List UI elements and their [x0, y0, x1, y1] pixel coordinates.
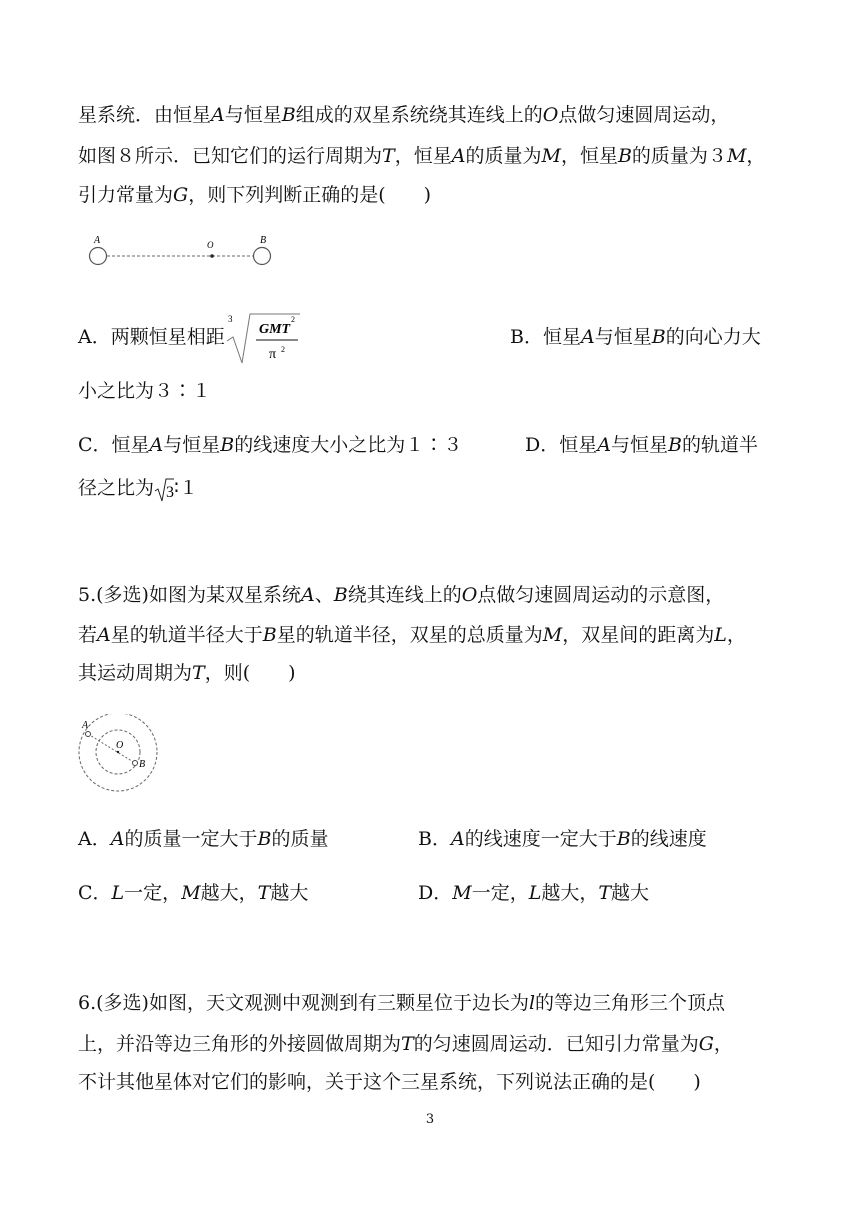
- center-o-small: [117, 751, 119, 753]
- svg-text:3: 3: [228, 314, 233, 324]
- q6-line-2: 上，并沿等边三角形的外接圆做周期为T的匀速圆周运动．已知引力常量为G，: [78, 1033, 733, 1055]
- ab-line: [88, 734, 135, 763]
- cube-root-formula: [226, 308, 301, 366]
- page-number: 3: [425, 1112, 435, 1127]
- q5-line-1: 5.(多选)如图为某双星系统A、B绕其连线上的O点做匀速圆周运动的示意图，: [78, 584, 725, 606]
- svg-text:O: O: [116, 740, 124, 751]
- svg-text:3: 3: [166, 484, 175, 501]
- q6-line-1: 6.(多选)如图，天文观测中观测到有三颗星位于边长为l的等边三角形三个顶点: [78, 992, 726, 1014]
- q5-line-3: 其运动周期为T，则( ): [78, 662, 296, 684]
- q4-option-a: A．两颗恒星相距: [78, 326, 225, 348]
- q4-line-2: 如图８所示．已知它们的运行周期为T，恒星A的质量为M，恒星B的质量为３M，: [78, 145, 766, 167]
- orbit-diagram: [74, 714, 164, 798]
- binary-star-diagram: [85, 230, 280, 270]
- q4-line-3: 引力常量为G，则下列判断正确的是( ): [78, 184, 432, 206]
- star-a-small: [86, 732, 91, 737]
- center-o-dot: [210, 254, 214, 258]
- svg-text:2: 2: [281, 345, 285, 354]
- q5-option-b: B．A的线速度一定大于B的线速度: [418, 828, 707, 850]
- q6-line-3: 不计其他星体对它们的影响，关于这个三星系统，下列说法正确的是( ): [78, 1071, 701, 1093]
- q5-line-2: 若A星的轨道半径大于B星的轨道半径，双星的总质量为M，双星间的距离为L，: [78, 624, 746, 646]
- q5-option-c: C．L一定，M越大，T越大: [78, 882, 309, 904]
- q5-option-d: D．M一定，L越大，T越大: [418, 882, 650, 904]
- svg-text:A: A: [82, 720, 89, 731]
- star-a-circle: [90, 248, 107, 265]
- q5-option-a: A．A的质量一定大于B的质量: [78, 828, 329, 850]
- q4-option-b: B．恒星A与恒星B的向心力大: [510, 326, 761, 348]
- q4-option-b-cont: 小之比为３∶１: [78, 380, 212, 402]
- label-a: A: [94, 235, 101, 246]
- label-b: B: [260, 235, 267, 246]
- svg-text:π: π: [269, 347, 277, 362]
- sqrt-symbol: [154, 476, 174, 502]
- q4-option-d: D．恒星A与恒星B的轨道半: [525, 434, 758, 456]
- svg-text:2: 2: [291, 315, 295, 324]
- star-b-small: [133, 761, 138, 766]
- q4-line-1: 星系统．由恒星A与恒星B组成的双星系统绕其连线上的O点做匀速圆周运动，: [78, 104, 730, 126]
- q4-option-d-cont: 径之比为 3 ∶１: [78, 477, 198, 501]
- star-b-circle: [254, 248, 271, 265]
- q4-option-c: C．恒星A与恒星B的线速度大小之比为１∶３: [78, 434, 463, 456]
- svg-text:GMT: GMT: [259, 322, 291, 337]
- svg-text:B: B: [139, 759, 146, 770]
- label-o: O: [207, 240, 214, 250]
